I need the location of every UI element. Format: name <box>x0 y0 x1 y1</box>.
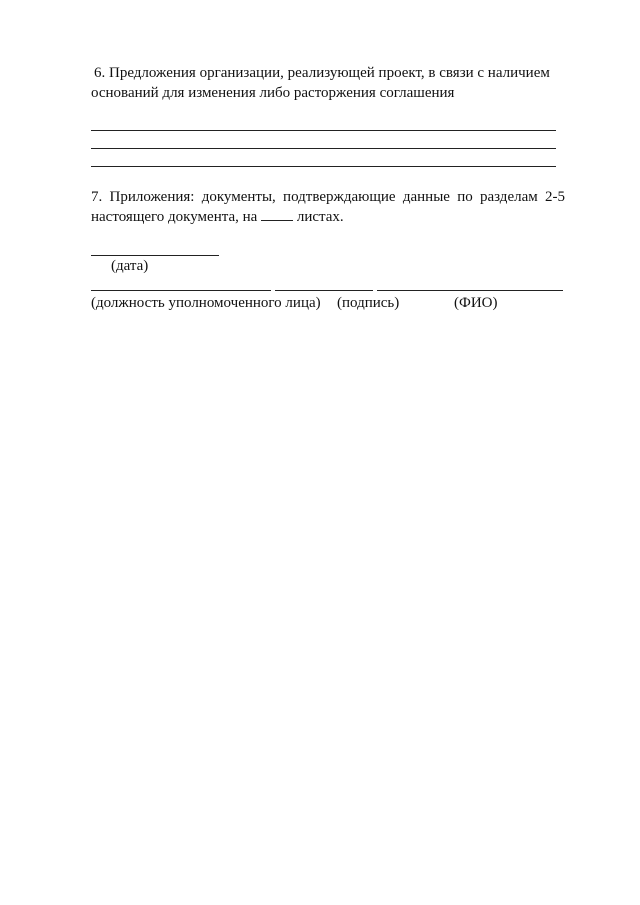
position-signature-line <box>91 290 271 291</box>
name-signature-line <box>377 290 563 291</box>
section-6-line-1: 6. Предложения организации, реализующей проект, в связи с наличием <box>94 65 550 81</box>
section-7-line-2 <box>91 207 565 227</box>
section-7-line-2-end: листах. <box>296 209 344 225</box>
signature-line <box>275 290 373 291</box>
signature-label: (подпись) <box>337 295 400 311</box>
position-label: (должность уполномоченного лица) <box>91 295 321 311</box>
section-6-paragraph <box>91 63 566 103</box>
blank-answer-line-3 <box>91 166 556 167</box>
section-6-line-2: оснований для изменения либо расторжения соглашения <box>91 85 455 101</box>
blank-answer-line-2 <box>91 148 556 149</box>
section-7-line-1: 7. Приложения: документы, подтверждающие данные по разделам 2-5 <box>91 189 565 205</box>
section-7-line-2-start: настоящего документа, на <box>91 209 258 225</box>
name-label: (ФИО) <box>454 295 498 311</box>
date-label: (дата) <box>111 258 149 274</box>
section-7-paragraph <box>91 187 565 227</box>
sheet-count-blank <box>261 207 293 221</box>
blank-answer-line-1 <box>91 130 556 131</box>
